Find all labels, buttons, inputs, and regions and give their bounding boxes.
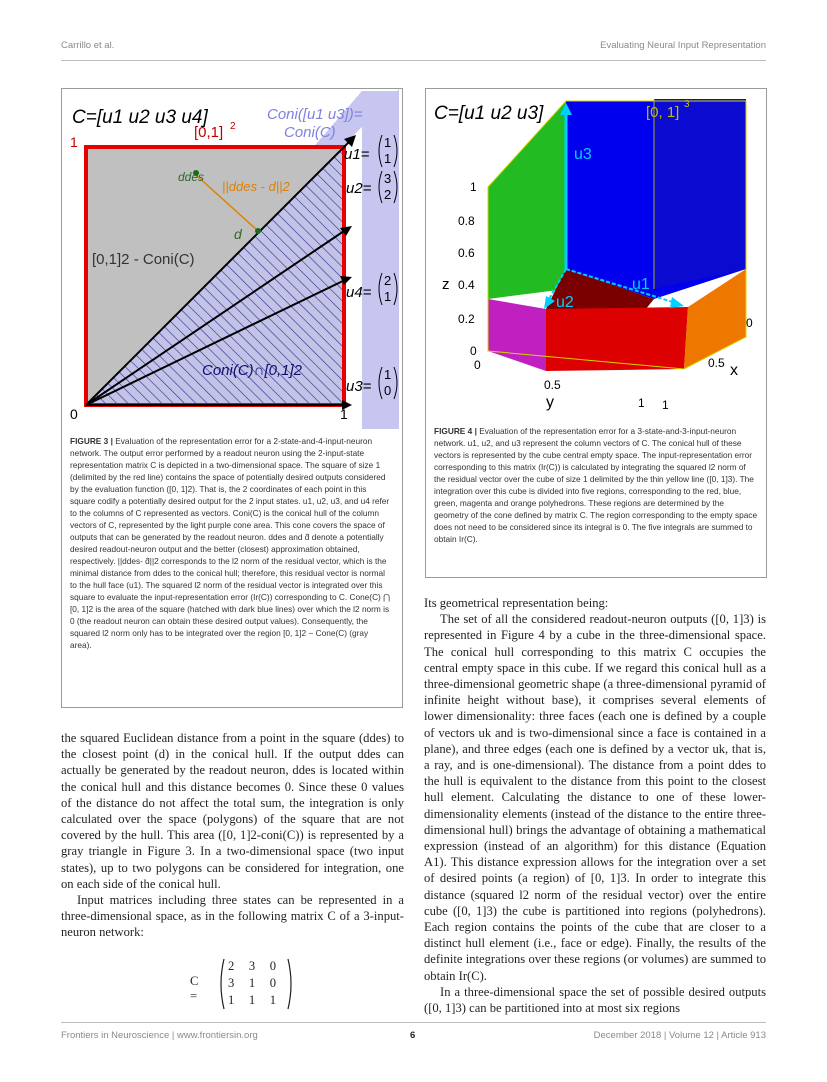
fig4-title: C=[u1 u2 u3]: [434, 103, 544, 124]
right-paragraph-1: The set of all the considered readout-neuron outputs ([0, 1]3) is represented in Figure 4 by a cube in the three-dimensional space. The conical hull corresponding to this matrix C occupies the central empty space in this cube. If we regard this conical hull as a three-dimensional geometric shape (a three-dimensional pyramid of infinite height without base), it comprises several elements of lower dimensionality: three faces (each one is defined by a couple of vectors uk and is two-dimensional since a face is contained in a plane), and three edges (each one is defined by a vector uk, that is, a ray, and is one-dimensional). The distance from a point ddes to the hull is equivalent to the distance from this point to the closest hull element. Calculating the distance to one of these lower-dimensionality elements (instead of the distance to the entire three-dimensional hull) brings the advantage of obtaining a mathematical expression (instead of an algorithm) for this distance (Equation A1). This distance expression allows for the integration over a set of desired points (a region) of [0, 1]3. In order to integrate this distance (squared l2 norm of the residual vector) over the entire cube ([0, 1]3) the cube is partitioned into regions (polyhedrons). Each region contains the points of the cube that are closer to a distinct hull element (i.e., face or edge). Finally, the results of the definite integrations over these regions (or volumes) are summed to obtain Ir(C).: [424, 612, 767, 983]
fig4-z-tick-08: 0.8: [458, 214, 475, 228]
fig3-u4-bottom: 1: [384, 289, 392, 304]
figure-4-caption-text: Evaluation of the representation error for a 3-state-and-3-input-neuron network. u1, u2, and u3 represent the column vectors of C. The conical hull of these vectors is represented by the cube central empty space. The input-representation error corresponding to this matrix (Ir(C)) is calculated by integrating the squared l2 norm of the residual vector over the cube of size 1 delimited by the thin yellow line ([0, 1]3). The integration over this cube is divided into five regions, corresponding to the red, blue, green, magenta and orange polyhedrons. These regions are determined by the geometry of the cone defined by matrix C. The region corresponding to the empty space does not need to be considered since its integral is 0. The five integrals are summed to obtain Ir(C).: [434, 426, 758, 544]
right-intro: Its geometrical representation being:: [424, 596, 609, 610]
footer-journal: Frontiers in Neuroscience | www.frontiersin.org: [61, 1030, 258, 1041]
fig3-square-label: [0,1]: [194, 124, 224, 141]
fig3-intersect-label: Coni(C)∩[0,1]2: [202, 362, 302, 379]
figure-3-box: [61, 88, 403, 708]
fig4-u2-label: u2: [556, 294, 574, 311]
footer-issue: December 2018 | Volume 12 | Article 913: [593, 1030, 766, 1041]
figure-4-caption: [434, 425, 758, 545]
matrix-cell: 1: [248, 976, 256, 990]
fig3-y-tick-1: 1: [70, 134, 78, 150]
page-number: 6: [410, 1030, 416, 1041]
left-paragraph-2: Input matrices including three states can be represented in a three-dimensional space, as in the following matrix C of a 3-input-neuron network:: [61, 893, 404, 940]
fig4-y-axis: y: [546, 394, 554, 411]
red-region: [546, 307, 688, 371]
fig4-u3-label: u3: [574, 146, 592, 163]
fig3-u3-bottom: 0: [384, 383, 392, 398]
fig4-y-tick-0: 0: [474, 358, 481, 372]
figure-3-caption: [70, 435, 392, 651]
matrix-cell: 3: [228, 976, 235, 990]
d-hat-point: [255, 228, 261, 234]
fig4-x-tick-0: 0: [746, 316, 753, 330]
fig3-u1-label: u1=: [344, 146, 370, 163]
fig3-u4-top: 2: [384, 273, 392, 288]
matrix-row-1: [228, 958, 276, 975]
fig4-z-tick-04: 0.4: [458, 278, 475, 292]
figure-4-caption-label: FIGURE 4 |: [434, 426, 477, 436]
fig3-norm-label: ||ddes - d||2: [222, 179, 290, 194]
figure-4-graphic: [426, 89, 766, 419]
fig4-x-axis: x: [730, 362, 738, 379]
fig3-origin: 0: [70, 406, 78, 422]
fig3-title: C=[u1 u2 u3 u4]: [72, 107, 208, 128]
matrix-cell: 1: [269, 993, 276, 1007]
fig4-z-axis: z: [442, 276, 450, 293]
fig4-x-tick-05: 0.5: [708, 356, 725, 370]
figure-3-caption-text: Evaluation of the representation error for a 2-state-and-4-input-neuron network. The output error performed by a readout neuron using the 2-input-state representation matrix C is depicted in a two-dimensional space. The square of size 1 (delimited by the red line) contains the space of potentially desired outputs considered by the evaluation function ([0, 1]2). That is, the 2 coordinates of each point in this square codify a potentially desired output for the 2 input states. u1, u2, u3, and u4 refer to the columns of C represented as vectors. Coni(C) is the conical hull of the column vectors of C, represented by the light purple cone area. This cone covers the space of outputs that can be generated by the readout neuron. ddes and d̂ denote a potentially desired readout-neuron output and the better (closest) approximation obtained, respectively. ||ddes- d̂||2 corresponds to the l2 norm of the residual vector, which is the minimal distance from ddes to the conical hull; therefore, this residual vector is normal to the hull face (u1). The squared l2 norm of the residual vector is integrated over this square to evaluate the input-representation error (Ir(C)) corresponding to C. Cone(C) ⋂ [0, 1]2 is the area of the square (hatched with dark blue lines) over which the l2 norm is 0 (the readout neuron can obtain these desired output values). Consequently, the squared l2 norm only has to be integrated over the region [0, 1]2 − Cone(C) (gray area).: [70, 436, 390, 650]
fig3-cone-label-2: Coni(C): [284, 124, 336, 141]
fig3-u1-top: 1: [384, 135, 392, 150]
fig3-cone-label-1: Coni([u1 u3])=: [267, 106, 363, 123]
fig3-region-label: [0,1]2 - Coni(C): [92, 251, 195, 268]
fig3-u3-label: u3=: [346, 378, 372, 395]
fig4-z-tick-06: 0.6: [458, 246, 475, 260]
u1-arrowhead: [670, 297, 684, 308]
matrix-cell: 2: [228, 959, 235, 973]
right-column-text: [424, 595, 766, 1016]
fig4-cube-label-sup: 3: [684, 99, 690, 110]
matrix-row-3: [228, 992, 276, 1009]
fig4-x-tick-1: 1: [662, 398, 669, 412]
fig3-u2-top: 3: [384, 171, 392, 186]
matrix-body: [228, 958, 288, 1009]
fig4-y-tick-1: 1: [638, 396, 645, 410]
matrix-cell: 0: [269, 959, 276, 973]
fig4-y-tick-05: 0.5: [544, 378, 561, 392]
fig3-u3-top: 1: [384, 367, 392, 382]
header-rule: [61, 60, 766, 61]
fig3-ddes-label: ddes: [178, 170, 205, 184]
fig3-x-tick-1: 1: [340, 406, 348, 422]
fig3-dhat-label: d: [234, 226, 242, 242]
fig3-u2-label: u2=: [346, 180, 372, 197]
matrix-cell: 1: [248, 993, 256, 1007]
fig4-z-tick-02: 0.2: [458, 312, 475, 326]
fig4-u1-label: u1: [632, 276, 650, 293]
fig3-u2-bottom: 2: [384, 187, 392, 202]
matrix-cell: 0: [269, 976, 276, 990]
matrix-row-2: [228, 975, 276, 992]
green-region: [488, 101, 566, 299]
running-head-title: Evaluating Neural Input Representation: [600, 40, 766, 51]
fig4-z-tick-1: 1: [470, 180, 477, 194]
matrix-cell: 3: [248, 959, 256, 973]
fig4-z-tick-0: 0: [470, 344, 477, 358]
left-paragraph-1: the squared Euclidean distance from a point in the square (ddes) to the closest point (d) in the conical hull. If the output ddes can actually be generated by the readout neuron, ddes is located within the conical hull and this distance becomes 0. Since these 0 values of the distance do not affect the total sum, the integration is only calculated over the space (polygons) of the square that are not covered by the hull. This area ([0, 1]2-coni(C)) is represented by a gray triangle in Figure 3. In a two-dimensional space (two input states), up to two polygons can be considered for integration, one on each side of the conical hull.: [61, 731, 404, 891]
fig3-square-label-sup: 2: [230, 121, 236, 132]
fig4-cube-label: [0, 1]: [646, 104, 680, 121]
blue-region-side: [654, 99, 746, 289]
left-column-text: [61, 730, 404, 941]
right-paragraph-2: In a three-dimensional space the set of possible desired outputs ([0, 1]3) can be partitioned into at most six regions: [424, 984, 766, 1016]
figure-3-caption-label: FIGURE 3 |: [70, 436, 113, 446]
footer-rule: [61, 1022, 766, 1023]
matrix-lhs: C =: [190, 974, 199, 1003]
figure-3-graphic: [62, 89, 402, 429]
running-head-authors: Carrillo et al.: [61, 40, 115, 51]
magenta-region: [488, 299, 546, 371]
fig3-u1-bottom: 1: [384, 151, 392, 166]
figure-4-box: [425, 88, 767, 578]
matrix-cell: 1: [228, 993, 235, 1007]
fig3-u4-label: u4=: [346, 284, 372, 301]
